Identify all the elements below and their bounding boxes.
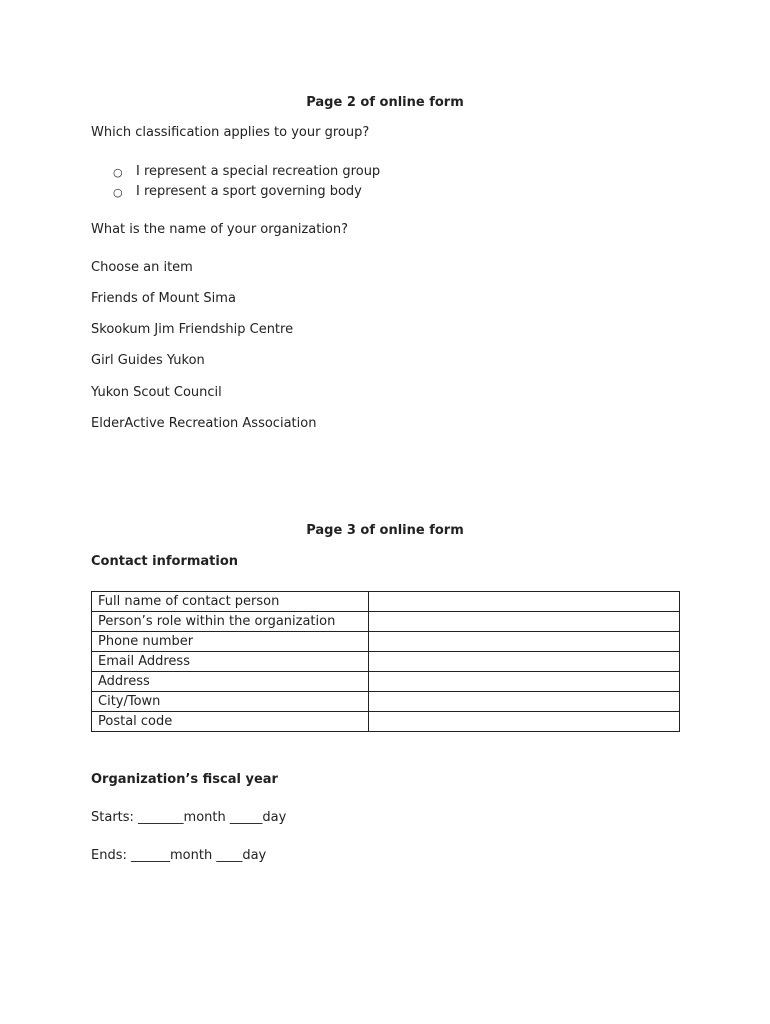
dropdown-item[interactable]: ElderActive Recreation Association [91,416,317,431]
dropdown-item[interactable]: Choose an item [91,260,193,275]
option-special-recreation-group[interactable]: I represent a special recreation group [136,164,381,179]
table-row [92,592,680,612]
fiscal-year-ends-line[interactable]: Ends: ______month ____day [91,848,267,863]
table-row [92,712,680,732]
contact-field-label: Address [92,672,369,692]
contact-information-heading: Contact information [91,554,239,569]
dropdown-item[interactable]: Skookum Jim Friendship Centre [91,322,294,337]
contact-field-label: Person’s role within the organization [92,612,369,632]
contact-field-label: Postal code [92,712,369,732]
table-row [92,632,680,652]
table-row [92,612,680,632]
dropdown-item[interactable]: Yukon Scout Council [91,385,222,400]
fiscal-year-heading: Organization’s fiscal year [91,772,278,787]
radio-bullet-icon[interactable]: ○ [113,166,123,179]
dropdown-item[interactable]: Friends of Mount Sima [91,291,236,306]
contact-field-input[interactable] [369,652,680,672]
classification-question: Which classification applies to your group? [91,125,370,140]
fiscal-year-starts-line[interactable]: Starts: _______month _____day [91,810,287,825]
table-row [92,692,680,712]
dropdown-item[interactable]: Girl Guides Yukon [91,353,205,368]
radio-bullet-icon[interactable]: ○ [113,186,123,199]
contact-information-table [91,591,680,732]
contact-field-input[interactable] [369,692,680,712]
contact-field-label: City/Town [92,692,369,712]
table-row [92,652,680,672]
table-row [92,672,680,692]
option-sport-governing-body[interactable]: I represent a sport governing body [136,184,362,199]
contact-field-label: Email Address [92,652,369,672]
contact-field-label: Full name of contact person [92,592,369,612]
contact-field-input[interactable] [369,592,680,612]
contact-field-input[interactable] [369,672,680,692]
page2-heading: Page 2 of online form [306,95,464,110]
contact-field-input[interactable] [369,712,680,732]
contact-field-input[interactable] [369,632,680,652]
page3-heading: Page 3 of online form [306,523,464,538]
organization-name-question: What is the name of your organization? [91,222,349,237]
contact-field-input[interactable] [369,612,680,632]
contact-field-label: Phone number [92,632,369,652]
